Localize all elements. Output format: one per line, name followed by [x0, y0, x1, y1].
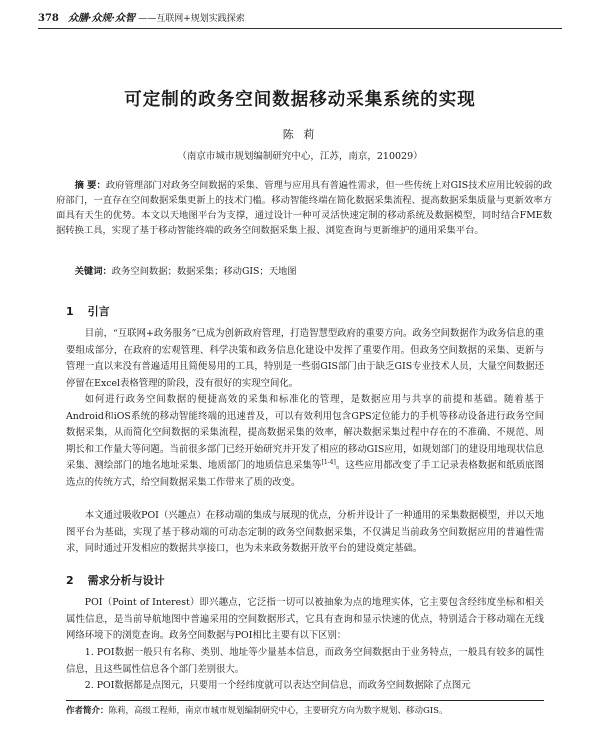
citation: [1-4] — [321, 459, 336, 467]
author-name: 陈 莉 — [282, 128, 318, 141]
paragraph: POI（Point of Interest）即兴趣点，它泛指一切可以被抽象为点的地理实体，它主要包含经纬度坐标和相关属性信息，是当前导航地图中普遍采用的空间数据形式，它具有查询和显示快速的优点，特别适合于移动端在无线网络环境下的浏览查询。政务空间数据与POI相比主要有以下区别： — [66, 597, 544, 642]
paragraph: 2. POI数据都是点图元，只要用一个经纬度就可以表达空间信息，而政务空间数据除了点图元 — [84, 680, 471, 691]
journal-name: 众膳·众规·众智 — [68, 13, 136, 24]
section-number: 2 — [66, 574, 74, 587]
section-heading-introduction — [66, 303, 110, 319]
keywords-text: 政务空间数据；数据采集；移动GIS；天地图 — [111, 266, 297, 277]
paragraph-text: 如何进行政务空间数据的便捷高效的采集和标准化的管理，是数据应用与共享的前提和基础。随着基于Android和iOS系统的移动智能终端的迅速普及，可以有效利用包含GPS定位能力的手机等移动设备进行政务空间数据采集，从而简化空间数据的采集流程，提高数据采集的效率，解决数据采集过程中存在的不准确、不规范、周期长和工作量大等问题。当前很多部门已经开始研究并开发了相应的移动GIS应用，如规划部门的建设用地现状信息采集、测绘部门的地名地址采集、地质部门的地质信息采集等 — [66, 394, 544, 472]
column-name: ——互联网+规划实践探索 — [138, 14, 245, 24]
page-number: 378 — [38, 13, 59, 24]
section-number: 1 — [66, 305, 74, 318]
footnote-text: 陈莉，高级工程师，南京市城市规划编制研究中心，主要研究方向为数字规划、移动GIS。 — [108, 706, 448, 716]
paper-title: 可定制的政务空间数据移动采集系统的实现 — [124, 90, 476, 110]
abstract-text: 政府管理部门对政务空间数据的采集、管理与应用具有普遍性需求，但一些传统上对GIS技术应用比较弱的政府部门，一直存在空间数据采集更新上的技术门槛。移动智能终端在简化数据采集流程、提高数据采集质量与更新效率方面具有天生的优势。本文以天地图平台为支撑，通过设计一种可灵活快速定制的移动系统及数据模型，同时结合FME数据转换工具，实现了基于移动智能终端的政务空间数据采集上报、浏览查询与更新维护的通用采集平台。 — [56, 180, 552, 236]
author-footnote — [66, 705, 544, 718]
keywords-label: 关键词： — [74, 266, 112, 277]
paragraph — [66, 392, 544, 492]
section-title: 需求分析与设计 — [87, 574, 165, 587]
paragraph: 本文通过吸收POI（兴趣点）在移动端的集成与展现的优点，分析并设计了一种通用的采集数据模型，并以天地图平台为基础，实现了基于移动端的可动态定制的政务空间数据采集，不仅满足当前政务空间数据应用的普遍性需求，同时通过开发相应的数据共享接口，也为未来政务数据开放平台的建设奠定基础。 — [66, 510, 544, 555]
footnote-label: 作者简介： — [66, 706, 109, 716]
section-heading-requirements — [66, 572, 165, 588]
running-head — [38, 12, 562, 29]
paragraph-text: 。这些应用都改变了手工记录表格数据和纸质底图选点的传统方式，给空间数据采集工作带来了质的改变。 — [66, 460, 544, 488]
author-affiliation: （南京市城市规划编制研究中心，江苏，南京，210029） — [177, 151, 423, 162]
keywords — [56, 264, 552, 279]
abstract-label: 摘 要： — [74, 180, 106, 191]
footnote-divider — [66, 700, 544, 701]
paragraph: 目前，“互联网+政务服务”已成为创新政府管理，打造智慧型政府的重要方向。政务空间数据作为政务信息的重要组成部分，在政府的宏观管理、科学决策和政务信息化建设中发挥了重要作用。但政务空间数据的采集、更新与管理一直以来没有普遍适用且简便易用的工具，特别是一些弱GIS部门由于缺乏GIS专业技术人员，大量空间数据还停留在Excel表格管理的阶段，没有很好的实现空间化。 — [66, 328, 544, 389]
paragraph: 1. POI数据一般只有名称、类别、地址等少量基本信息，而政务空间数据由于业务特点，一般具有较多的属性信息，且这些属性信息各个部门差别很大。 — [66, 647, 544, 675]
section-title: 引言 — [87, 305, 110, 318]
abstract — [56, 178, 552, 238]
